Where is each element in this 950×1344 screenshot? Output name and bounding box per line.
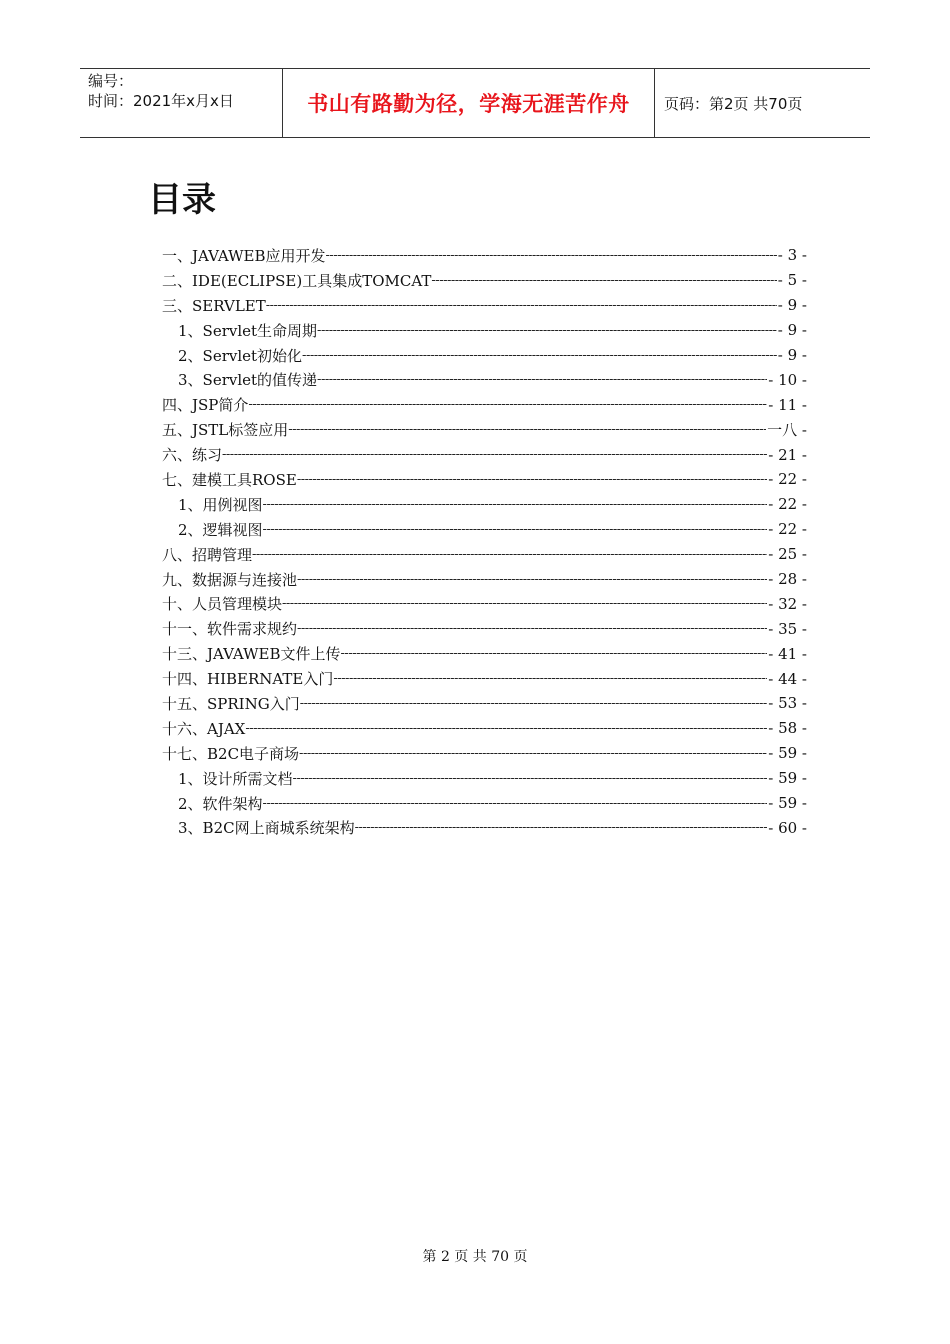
toc-entry-page: - 35 - bbox=[768, 619, 807, 638]
toc-entry-page: - 3 - bbox=[777, 246, 807, 265]
toc-entry[interactable] bbox=[162, 243, 807, 268]
toc-entry[interactable] bbox=[162, 293, 807, 318]
toc-dot-leader bbox=[248, 397, 767, 412]
toc-entry-page: - 9 - bbox=[777, 296, 807, 315]
toc-dot-leader bbox=[266, 298, 777, 313]
toc-entry-title: 1、设计所需文档 bbox=[178, 769, 293, 788]
toc-dot-leader bbox=[252, 547, 767, 562]
toc-entry[interactable] bbox=[162, 641, 807, 666]
toc-entry-title: 2、软件架构 bbox=[178, 794, 263, 813]
toc-entry-page: - 41 - bbox=[768, 644, 807, 663]
toc-entry-page: - 58 - bbox=[768, 719, 807, 738]
toc-entry-title: 十三、JAVAWEB文件上传 bbox=[162, 645, 341, 664]
toc-entry[interactable] bbox=[162, 318, 807, 343]
number-label: 编号： bbox=[88, 72, 134, 90]
toc-entry-page: - 32 - bbox=[768, 594, 807, 613]
toc-entry-title: 十七、B2C电子商场 bbox=[162, 744, 300, 763]
toc-dot-leader bbox=[222, 447, 767, 462]
toc-entry-page: - 5 - bbox=[777, 271, 807, 290]
toc-entry-page: - 44 - bbox=[768, 669, 807, 688]
toc-entry-title: 2、Servlet初始化 bbox=[178, 346, 303, 365]
toc-entry[interactable] bbox=[162, 417, 807, 442]
toc-entry[interactable] bbox=[162, 791, 807, 816]
toc-dot-leader bbox=[355, 820, 768, 835]
toc-dot-leader bbox=[263, 796, 768, 811]
page-footer: 第 2 页 共 70 页 bbox=[422, 1249, 528, 1265]
toc-entry-page: - 59 - bbox=[768, 744, 807, 763]
page-header bbox=[80, 68, 870, 138]
toc-dot-leader bbox=[317, 372, 767, 387]
toc-entry[interactable] bbox=[162, 367, 807, 392]
toc-entry-title: 十六、AJAX bbox=[162, 719, 246, 738]
toc-entry-title: 3、B2C网上商城系统架构 bbox=[178, 819, 355, 838]
toc-entry-page: - 25 - bbox=[768, 545, 807, 564]
toc-dot-leader bbox=[302, 348, 777, 363]
toc-entry-title: 八、招聘管理 bbox=[162, 545, 253, 564]
toc-entry-page: - 28 - bbox=[768, 570, 807, 589]
toc-entry-page: 一八 - bbox=[767, 421, 807, 440]
time-label: 时间：2021年x月x日 bbox=[88, 92, 234, 110]
toc-entry[interactable] bbox=[162, 442, 807, 467]
toc-dot-leader bbox=[431, 273, 776, 288]
toc-entry[interactable] bbox=[162, 815, 807, 840]
toc-dot-leader bbox=[317, 323, 777, 338]
toc-entry[interactable] bbox=[162, 666, 807, 691]
toc-entry-page: - 9 - bbox=[777, 321, 807, 340]
toc-dot-leader bbox=[263, 497, 768, 512]
toc-entry[interactable] bbox=[162, 343, 807, 368]
toc-dot-leader bbox=[263, 522, 768, 537]
toc-entry-title: 七、建模工具ROSE bbox=[162, 470, 297, 489]
toc-entry-title: 1、Servlet生命周期 bbox=[178, 321, 318, 340]
toc-entry[interactable] bbox=[162, 716, 807, 741]
toc-entry-page: - 21 - bbox=[768, 445, 807, 464]
toc-entry[interactable] bbox=[162, 616, 807, 641]
toc-entry-title: 十一、软件需求规约 bbox=[162, 620, 298, 639]
toc-entry-title: 三、SERVLET bbox=[162, 296, 266, 315]
toc-entry[interactable] bbox=[162, 392, 807, 417]
toc-entry[interactable] bbox=[162, 542, 807, 567]
toc-entry-page: - 60 - bbox=[768, 818, 807, 837]
toc-entry-title: 十四、HIBERNATE入门 bbox=[162, 670, 334, 689]
toc-dot-leader bbox=[297, 572, 767, 587]
toc-dot-leader bbox=[333, 671, 767, 686]
toc-entry-title: 十、人员管理模块 bbox=[162, 595, 283, 614]
toc-entry-title: 二、IDE(ECLIPSE)工具集成TOMCAT bbox=[162, 271, 432, 290]
toc-entry[interactable] bbox=[162, 741, 807, 766]
toc-entry-title: 九、数据源与连接池 bbox=[162, 570, 298, 589]
toc-title: 目录 bbox=[148, 180, 216, 220]
toc-entry-page: - 10 - bbox=[768, 370, 807, 389]
toc-entry[interactable] bbox=[162, 492, 807, 517]
toc-entry-title: 十五、SPRING入门 bbox=[162, 694, 300, 713]
toc-entry-title: 1、用例视图 bbox=[178, 495, 263, 514]
header-page-info: 页码：第2页 共70页 bbox=[664, 94, 803, 113]
toc-dot-leader bbox=[341, 646, 768, 661]
toc-entry[interactable] bbox=[162, 467, 807, 492]
toc-entry[interactable] bbox=[162, 591, 807, 616]
toc-dot-leader bbox=[299, 746, 767, 761]
toc-entry-title: 六、练习 bbox=[162, 446, 223, 465]
toc-dot-leader bbox=[293, 771, 768, 786]
toc-entry[interactable] bbox=[162, 567, 807, 592]
toc-entry-page: - 59 - bbox=[768, 769, 807, 788]
toc-entry-page: - 59 - bbox=[768, 794, 807, 813]
toc-dot-leader bbox=[326, 248, 777, 263]
toc-entry-title: 一、JAVAWEB应用开发 bbox=[162, 246, 326, 265]
toc-entry-page: - 22 - bbox=[768, 520, 807, 539]
toc-entry-title: 2、逻辑视图 bbox=[178, 520, 263, 539]
toc-entry-page: - 22 - bbox=[768, 495, 807, 514]
toc-entry[interactable] bbox=[162, 517, 807, 542]
toc-entry-title: 四、JSP简介 bbox=[162, 396, 249, 415]
header-meta bbox=[80, 69, 282, 137]
toc-entry-page: - 11 - bbox=[768, 395, 807, 414]
toc-entry-page: - 22 - bbox=[768, 470, 807, 489]
toc-entry-page: - 9 - bbox=[777, 346, 807, 364]
header-motto: 书山有路勤为径，学海无涯苦作舟 bbox=[282, 69, 655, 137]
toc-entry[interactable] bbox=[162, 268, 807, 293]
toc-dot-leader bbox=[245, 721, 767, 736]
toc-dot-leader bbox=[300, 696, 768, 711]
toc-dot-leader bbox=[297, 472, 767, 487]
toc-entry-page: - 53 - bbox=[768, 694, 807, 713]
table-of-contents bbox=[162, 243, 807, 840]
toc-entry-title: 3、Servlet的值传递 bbox=[178, 371, 318, 390]
toc-dot-leader bbox=[297, 621, 767, 636]
toc-dot-leader bbox=[282, 596, 767, 611]
toc-dot-leader bbox=[288, 422, 766, 437]
toc-entry[interactable] bbox=[162, 691, 807, 716]
toc-entry-title: 五、JSTL标签应用 bbox=[162, 421, 289, 440]
toc-entry[interactable] bbox=[162, 766, 807, 791]
